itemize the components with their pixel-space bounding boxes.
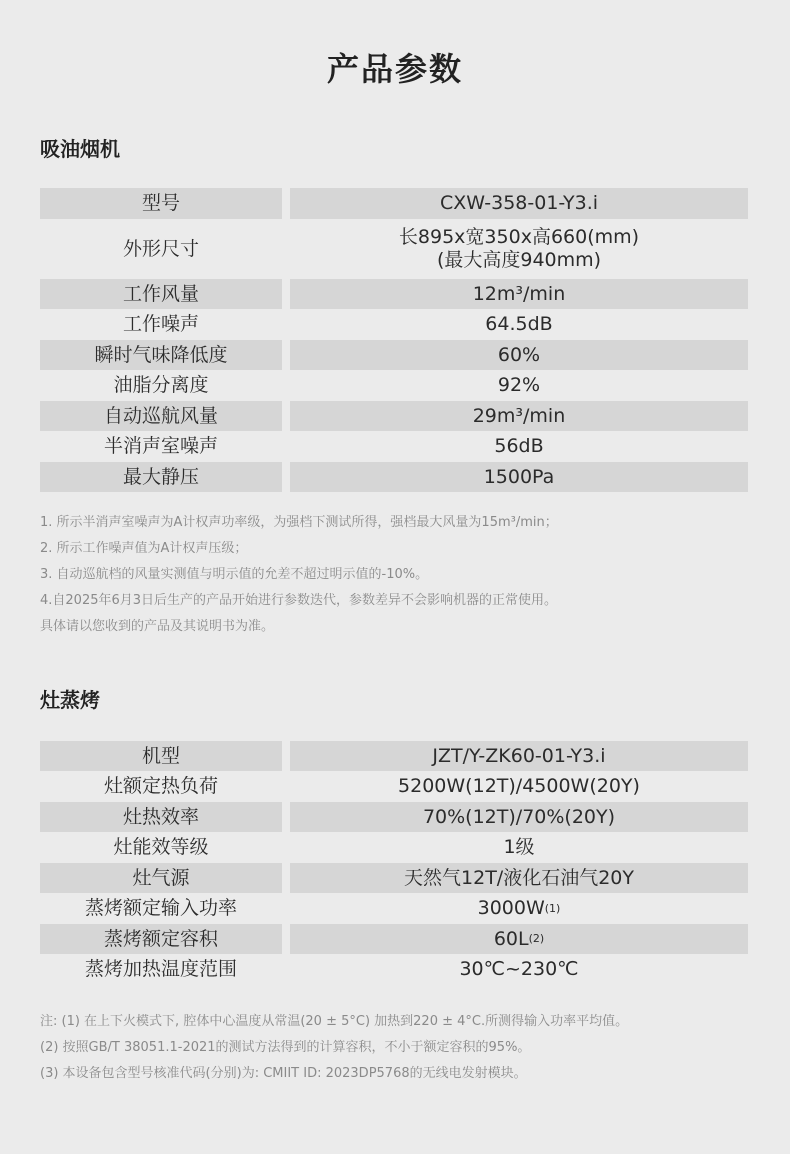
spec-key: 灶额定热负荷 [103, 775, 218, 798]
notes-range-hood [40, 510, 750, 640]
spec-value [290, 219, 748, 279]
table-row [40, 188, 748, 219]
spec-key: 灶能效等级 [113, 836, 209, 859]
note-line: 4.自2025年6月3日后生产的产品开始进行参数迭代，参数差异不会影响机器的正常使用。 [40, 593, 558, 608]
spec-key: 灶气源 [40, 863, 282, 893]
spec-value: 70%(12T)/70%(20Y) [290, 802, 748, 832]
note-line: 3. 自动巡航档的风量实测值与明示值的允差不超过明示值的-10%。 [40, 567, 429, 582]
table-row [40, 893, 748, 924]
spec-key: 外形尺寸 [122, 237, 199, 260]
table-row [40, 309, 748, 340]
spec-key: 工作噪声 [122, 313, 199, 336]
table-row [40, 802, 748, 832]
table-row [40, 954, 748, 985]
table-row [40, 340, 748, 370]
table-row [40, 431, 748, 462]
spec-value: 5200W(12T)/4500W(20Y) [398, 775, 640, 798]
spec-value-text: 3000W [477, 897, 545, 920]
spec-value: 天然气12T/液化石油气20Y [290, 863, 748, 893]
table-row [40, 279, 748, 309]
table-row [40, 832, 748, 863]
spec-key: 半消声室噪声 [103, 435, 218, 458]
spec-value: 64.5dB [485, 313, 553, 336]
table-row [40, 924, 748, 954]
spec-value: 29m³/min [290, 401, 748, 431]
table-row [40, 771, 748, 802]
spec-value: 1500Pa [290, 462, 748, 492]
table-row [40, 401, 748, 431]
spec-value: JZT/Y-ZK60-01-Y3.i [290, 741, 748, 771]
spec-value: 60% [290, 340, 748, 370]
note-line: 1. 所示半消声室噪声为A计权声功率级，为强档下测试所得，强档最大风量为15m³/min； [40, 515, 558, 530]
spec-key: 工作风量 [40, 279, 282, 309]
spec-value: 12m³/min [290, 279, 748, 309]
spec-key: 灶热效率 [40, 802, 282, 832]
table-row [40, 370, 748, 401]
table-row [40, 462, 748, 492]
spec-value-line: (最大高度940mm) [436, 249, 602, 271]
table-row [40, 741, 748, 771]
table-row [40, 219, 748, 279]
note-line: 2. 所示工作噪声值为A计权声压级； [40, 541, 248, 556]
spec-key: 蒸烤额定容积 [40, 924, 282, 954]
spec-key: 自动巡航风量 [40, 401, 282, 431]
spec-key: 最大静压 [40, 462, 282, 492]
spec-value: 1级 [503, 836, 535, 859]
table-row [40, 863, 748, 893]
spec-value: 30℃~230℃ [459, 958, 579, 981]
spec-key: 型号 [40, 188, 282, 219]
section-heading-range-hood: 吸油烟机 [40, 137, 120, 161]
spec-value: 56dB [494, 435, 544, 458]
section-heading-stove-oven: 灶蒸烤 [40, 688, 100, 712]
spec-table-stove-oven [40, 741, 748, 985]
note-line: (3) 本设备包含型号核准代码(分别)为: CMIIT ID: 2023DP5768的无线电发射模块。 [40, 1066, 527, 1081]
spec-value-line: 长895x宽350x高660(mm) [398, 226, 640, 249]
spec-value: CXW-358-01-Y3.i [290, 188, 748, 219]
spec-key: 瞬时气味降低度 [40, 340, 282, 370]
spec-table-range-hood [40, 188, 748, 492]
note-line: 注: (1) 在上下火模式下, 腔体中心温度从常温(20 ± 5°C) 加热到220 ± 4°C.所测得输入功率平均值。 [40, 1014, 629, 1029]
spec-value: 92% [497, 374, 541, 397]
spec-value-text: 60L [493, 927, 529, 950]
spec-value: 60L (2) [290, 924, 748, 954]
spec-key: 蒸烤加热温度范围 [84, 958, 237, 981]
page-title: 产品参数 [326, 50, 463, 88]
note-line: 具体请以您收到的产品及其说明书为准。 [40, 619, 275, 634]
spec-key: 蒸烤额定输入功率 [84, 897, 237, 920]
note-line: (2) 按照GB/T 38051.1-2021的测试方法得到的计算容积，不小于额定容积的95%。 [40, 1040, 531, 1055]
spec-key: 油脂分离度 [113, 374, 209, 397]
spec-value: 3000W (1) [477, 897, 561, 920]
notes-stove-oven [40, 1009, 750, 1087]
spec-key: 机型 [40, 741, 282, 771]
